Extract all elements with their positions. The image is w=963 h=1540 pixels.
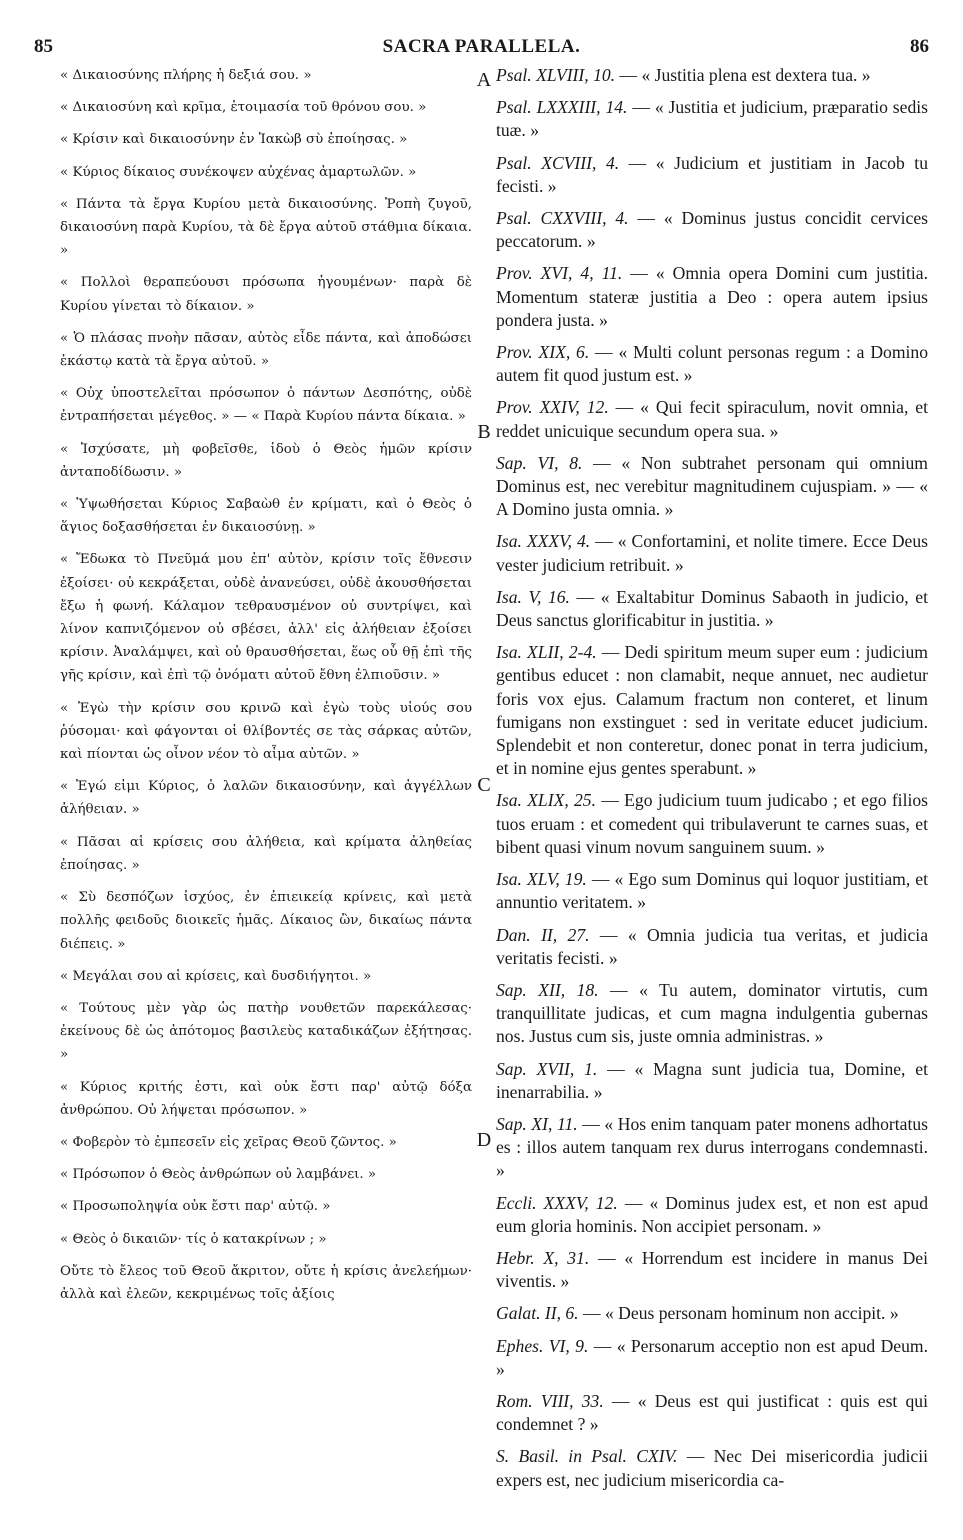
entry-gap — [60, 152, 472, 161]
entry-gap — [60, 539, 472, 548]
latin-entry — [496, 868, 928, 914]
greek-entry: « Πρόσωπον ὁ Θεὸς ἀνθρώπων οὐ λαμβάνει. » — [60, 1167, 377, 1183]
scripture-reference: Psal. LXXXIII, 14. — [496, 97, 628, 118]
scripture-reference: Prov. XXIV, 12. — [496, 397, 609, 418]
latin-text: — « Justitia plena est dextera tua. » — [615, 65, 871, 85]
scripture-reference: Dan. II, 27. — [496, 924, 590, 945]
entry-gap — [496, 970, 928, 979]
latin-entry — [496, 1302, 928, 1325]
entry-gap — [60, 1186, 472, 1195]
entry-gap — [496, 143, 928, 152]
page-number-left: 85 — [34, 36, 53, 57]
greek-entry: « Φοβερὸν τὸ ἐμπεσεῖν εἰς χεῖρας Θεοῦ ζῶντος. » — [60, 1134, 397, 1150]
entry-gap — [60, 766, 472, 775]
latin-entry — [496, 979, 928, 1049]
entry-gap — [496, 780, 928, 789]
margin-letter-c: C — [477, 774, 491, 796]
entry-gap — [60, 688, 472, 697]
running-title: SACRA PARALLELA. — [382, 36, 581, 57]
scripture-reference: Isa. XLII, 2-4. — [496, 642, 597, 663]
margin-letter-a: A — [476, 69, 492, 91]
entry-gap — [496, 1104, 928, 1113]
latin-entry — [496, 1192, 928, 1238]
greek-entry: « Ἰσχύσατε, μὴ φοβεῖσθε, ἰδοὺ ὁ Θεὸς ἡμῶν κρίσιν ἀνταποδίδωσιν. » — [60, 441, 472, 480]
entry-gap — [60, 956, 472, 965]
scripture-reference: Psal. XLVIII, 10. — [496, 65, 616, 85]
latin-text: — « Hos enim tanquam pater monens adhortatus es : illos autem tanquam rex durus interrogans condemnasti. » — [496, 1113, 928, 1181]
latin-entry — [496, 1390, 928, 1436]
entry-gap — [496, 1238, 928, 1247]
entry-gap — [496, 1381, 928, 1390]
latin-entry — [496, 396, 928, 442]
scripture-reference: Galat. II, 6. — [496, 1303, 579, 1324]
entry-gap — [60, 87, 472, 96]
latin-text: — « Horrendum est incidere in manus Dei viventis. » — [496, 1247, 928, 1292]
latin-text: — « Multi colunt personas regum : a Domino autem fit quod justum est. » — [496, 342, 928, 386]
entry-gap — [496, 387, 928, 396]
greek-entry: « Δικαιοσύνη καὶ κρῖμα, ἑτοιμασία τοῦ θρόνου σου. » — [60, 100, 427, 116]
latin-entry — [496, 262, 928, 332]
latin-text: — « Dominus justus concidit cervices peccatorum. » — [496, 208, 928, 252]
entry-gap — [60, 877, 472, 886]
greek-entry: « Πολλοὶ θεραπεύουσι πρόσωπα ἡγουμένων· παρὰ δὲ Κυρίου γίνεται τὸ δίκαιον. » — [60, 275, 472, 314]
entry-gap — [496, 859, 928, 868]
scripture-reference: Hebr. X, 31. — [496, 1247, 590, 1268]
greek-entry: Οὔτε τὸ ἔλεος τοῦ Θεοῦ ἄκριτον, οὔτε ἡ κρίσις ἀνελεήμων· ἀλλὰ καὶ ἐλεῶν, κεκριμένως τοῖς ἀξίοις — [60, 1263, 472, 1302]
entry-gap — [496, 577, 928, 586]
latin-column — [496, 64, 928, 1492]
greek-entry: « Κύριος κριτής ἐστι, καὶ οὐκ ἔστι παρ' αὐτῷ δόξα ἀνθρώπου. Οὐ λήψεται πρόσωπον. » — [60, 1079, 472, 1118]
scripture-reference: Eccli. XXXV, 12. — [496, 1192, 618, 1213]
entry-gap — [60, 1122, 472, 1131]
entry-gap — [60, 318, 472, 327]
entry-gap — [496, 332, 928, 341]
entry-gap — [496, 1436, 928, 1445]
latin-entry — [496, 1247, 928, 1293]
greek-entry: « Τούτους μὲν γὰρ ὡς πατὴρ νουθετῶν παρεκάλεσας· ἐκείνους δὲ ὡς ἀπότομος βασιλεὺς καταδικάζων ἐξήτησας. » — [60, 1000, 472, 1063]
entry-gap — [496, 1183, 928, 1192]
latin-text: — « Judicium et justitiam in Jacob tu fecisti. » — [496, 152, 928, 196]
entry-gap — [60, 262, 472, 271]
latin-text: — Nec Dei misericordia judicii expers est, nec judicium misericordia ca- — [496, 1446, 929, 1490]
latin-text: — « Justitia et judicium, præparatio sedis tuæ. » — [496, 97, 928, 141]
greek-entry: « Θεὸς ὁ δικαιῶν· τίς ὁ κατακρίνων ; » — [60, 1231, 327, 1247]
scripture-reference: Isa. XXXV, 4. — [496, 531, 591, 552]
entry-gap — [496, 87, 928, 96]
latin-text: — « Personarum acceptio non est apud Deum. » — [496, 1335, 928, 1379]
latin-text: — « Confortamini, et nolite timere. Ecce Deus vester judicium retribuit. » — [496, 531, 928, 575]
latin-text: — Ego judicium tuum judicabo ; et ego filios tuos eruam : et comedent qui tribulaverunt te carnes suas, et bibent quasi vinum novum sanguinem suum. » — [496, 790, 928, 857]
latin-entry — [496, 452, 928, 522]
latin-text: — « Deus est qui justificat : quis est qui condemnet ? » — [496, 1390, 928, 1435]
entry-gap — [60, 484, 472, 493]
latin-entry — [496, 96, 928, 142]
entry-gap — [60, 119, 472, 128]
latin-entry — [496, 586, 928, 632]
scripture-reference: Isa. XLV, 19. — [496, 869, 587, 890]
greek-column — [60, 64, 472, 1306]
page-number-right: 86 — [910, 36, 929, 57]
latin-entry — [496, 1335, 928, 1381]
greek-entry: « Ἐγὼ τὴν κρίσιν σου κρινῶ καὶ ἐγὼ τοὺς υἱούς σου ῥύσομαι· καὶ φάγονται οἱ θλίβοντές σε τὰς σάρκας αὐτῶν, καὶ πίονται ὡς οἶνον νέον τὸ αἷμα αὐτῶν. » — [60, 700, 472, 763]
entry-gap — [60, 988, 472, 997]
scripture-reference: Psal. CXXVIII, 4. — [496, 208, 629, 229]
latin-entry — [496, 530, 928, 576]
scripture-reference: Sap. XVII, 1. — [496, 1058, 598, 1079]
scripture-reference: Prov. XIX, 6. — [496, 342, 590, 363]
scripture-reference: Sap. XII, 18. — [496, 979, 599, 1000]
scripture-reference: S. Basil. in Psal. CXIV. — [496, 1446, 678, 1467]
latin-text: — « Deus personam hominum non accipit. » — [578, 1303, 899, 1324]
latin-entry — [496, 152, 928, 198]
latin-text: — « Exaltabitur Dominus Sabaoth in judicio, et Deus sanctus glorificabitur in justitia. » — [496, 586, 928, 631]
entry-gap — [60, 1251, 472, 1260]
scripture-reference: Prov. XVI, 4, 11. — [496, 263, 623, 284]
latin-text: — Dedi spiritum meum super eum : judicium gentibus educet : non clamabit, neque annuet, nec audietur foris vox ejus. Calamum fractum non conteret, et linum fumigans non exstinguet : sed in veritate educet judicium. Splendebit et non conteretur, donec ponat in terra judicium, et in nomine ejus gentes sperabunt. » — [496, 642, 928, 779]
scripture-reference: Isa. XLIX, 25. — [496, 790, 597, 811]
latin-text: — « Omnia judicia tua veritas, et judicia veritatis fecisti. » — [496, 924, 928, 968]
margin-letter-d: D — [476, 1129, 492, 1151]
latin-text: — « Dominus judex est, et non est apud eum gloria hominis. Non accipiet personam. » — [496, 1192, 929, 1236]
greek-entry: « Κύριος δίκαιος συνέκοψεν αὐχένας ἁμαρτωλῶν. » — [60, 164, 417, 180]
entry-gap — [496, 915, 928, 924]
entry-gap — [60, 373, 472, 382]
entry-gap — [496, 1326, 928, 1335]
greek-entry: « Ἔδωκα τὸ Πνεῦμά μου ἐπ' αὐτὸν, κρίσιν τοῖς ἔθνεσιν ἐξοίσει· οὐ κεκράξεται, οὐδὲ ἀνανεύσει, οὐδὲ ἀκουσθήσεται ἔξω ἡ φωνή. Κάλαμον τεθραυσμένον οὐ συντρίψει, καὶ λίνον καπνιζόμενον οὐ σβέσει, ἀλλ' εἰς ἀλήθειαν ἐξοίσει κρίσιν. Ἀναλάμψει, καὶ οὐ θραυσθήσεται, ἕως οὗ θῇ ἐπὶ τῆς γῆς κρίσιν, καὶ ἐπὶ τῷ ὀνόματι αὐτοῦ ἔθνη ἐλπιοῦσιν. » — [60, 552, 472, 684]
entry-gap — [60, 429, 472, 438]
latin-entry — [496, 1113, 928, 1183]
entry-gap — [60, 822, 472, 831]
scripture-reference: Ephes. VI, 9. — [496, 1335, 589, 1356]
entry-gap — [496, 1049, 928, 1058]
page-header — [34, 36, 929, 60]
latin-entry — [496, 341, 928, 387]
greek-entry: « Μεγάλαι σου αἱ κρίσεις, καὶ δυσδιήγητοι. » — [60, 968, 372, 984]
scripture-reference: Psal. XCVIII, 4. — [496, 152, 620, 173]
latin-text: — « Tu autem, dominator virtutis, cum tranquillitate judicas, et cum magna indulgentia gubernas nos. Justus cum sis, juste omnia administras. » — [496, 979, 928, 1047]
scripture-reference: Isa. V, 16. — [496, 586, 570, 607]
entry-gap — [496, 443, 928, 452]
entry-gap — [496, 1293, 928, 1302]
latin-entry — [496, 1058, 928, 1104]
greek-entry: « Προσωποληψία οὐκ ἔστι παρ' αὐτῷ. » — [60, 1199, 331, 1215]
greek-entry: « Οὐχ ὑποστελεῖται πρόσωπον ὁ πάντων Δεσπότης, οὐδὲ ἐντραπήσεται μέγεθος. » — « Παρὰ Κυρίου πάντα δίκαια. » — [60, 386, 472, 425]
entry-gap — [60, 1067, 472, 1076]
scripture-reference: Sap. XI, 11. — [496, 1113, 578, 1134]
latin-entry — [496, 641, 928, 780]
greek-entry: « Ὁ πλάσας πνοὴν πᾶσαν, αὐτὸς εἶδε πάντα, καὶ ἀποδώσει ἑκάστῳ κατὰ τὰ ἔργα αὐτοῦ. » — [60, 330, 472, 370]
latin-entry — [496, 789, 928, 859]
entry-gap — [496, 521, 928, 530]
entry-gap — [60, 1154, 472, 1163]
greek-entry: « Σὺ δεσπόζων ἰσχύος, ἐν ἐπιεικείᾳ κρίνεις, καὶ μετὰ πολλῆς φειδοῦς διοικεῖς ἡμᾶς. Δίκαιος ὢν, δικαίως πάντα διέπεις. » — [60, 890, 472, 952]
margin-letter-b: B — [477, 421, 491, 443]
scripture-reference: Rom. VIII, 33. — [496, 1390, 604, 1411]
latin-text: — « Non subtrahet personam qui omnium Dominus est, nec verebitur magnitudinem cujuspiam. » — « A Domino justa omnia. » — [496, 452, 928, 520]
latin-entry — [496, 924, 928, 970]
latin-entry — [496, 1445, 928, 1491]
entry-gap — [60, 184, 472, 193]
greek-entry: « Πᾶσαι αἱ κρίσεις σου ἀλήθεια, καὶ κρίματα ἀληθείας ἐποίησας. » — [60, 834, 472, 873]
greek-entry: « Κρίσιν καὶ δικαιοσύνην ἐν Ἰακὼβ σὺ ἐποίησας. » — [60, 132, 408, 148]
greek-entry: « Ὑψωθήσεται Κύριος Σαβαὼθ ἐν κρίματι, καὶ ὁ Θεὸς ὁ ἅγιος δοξασθήσεται ἐν δικαιοσύνῃ. » — [60, 497, 472, 536]
latin-entry — [496, 64, 928, 87]
greek-entry: « Ἐγώ εἰμι Κύριος, ὁ λαλῶν δικαιοσύνην, καὶ ἀγγέλλων ἀλήθειαν. » — [60, 779, 472, 818]
entry-gap — [496, 198, 928, 207]
latin-text: — « Ego sum Dominus qui loquor justitiam, et annuntio veritatem. » — [496, 869, 928, 913]
latin-text: — « Qui fecit spiraculum, novit omnia, et reddet unicuique secundum opera sua. » — [496, 397, 928, 441]
scripture-reference: Sap. VI, 8. — [496, 452, 583, 473]
latin-text: — « Omnia opera Domini cum justitia. Momentum stateræ justitia a Deo : opera autem ipsius pondera justa. » — [496, 263, 928, 330]
greek-entry: « Πάντα τὰ ἔργα Κυρίου μετὰ δικαιοσύνης. Ῥοπὴ ζυγοῦ, δικαιοσύνη παρὰ Κυρίου, τὰ δὲ ἔργα αὐτοῦ στάθμια δίκαια. » — [60, 196, 472, 259]
latin-entry — [496, 207, 928, 253]
entry-gap — [60, 1219, 472, 1228]
entry-gap — [496, 253, 928, 262]
greek-entry: « Δικαιοσύνης πλήρης ἡ δεξιά σου. » — [60, 68, 312, 83]
latin-text: — « Magna sunt judicia tua, Domine, et inenarrabilia. » — [496, 1058, 928, 1102]
entry-gap — [496, 632, 928, 641]
